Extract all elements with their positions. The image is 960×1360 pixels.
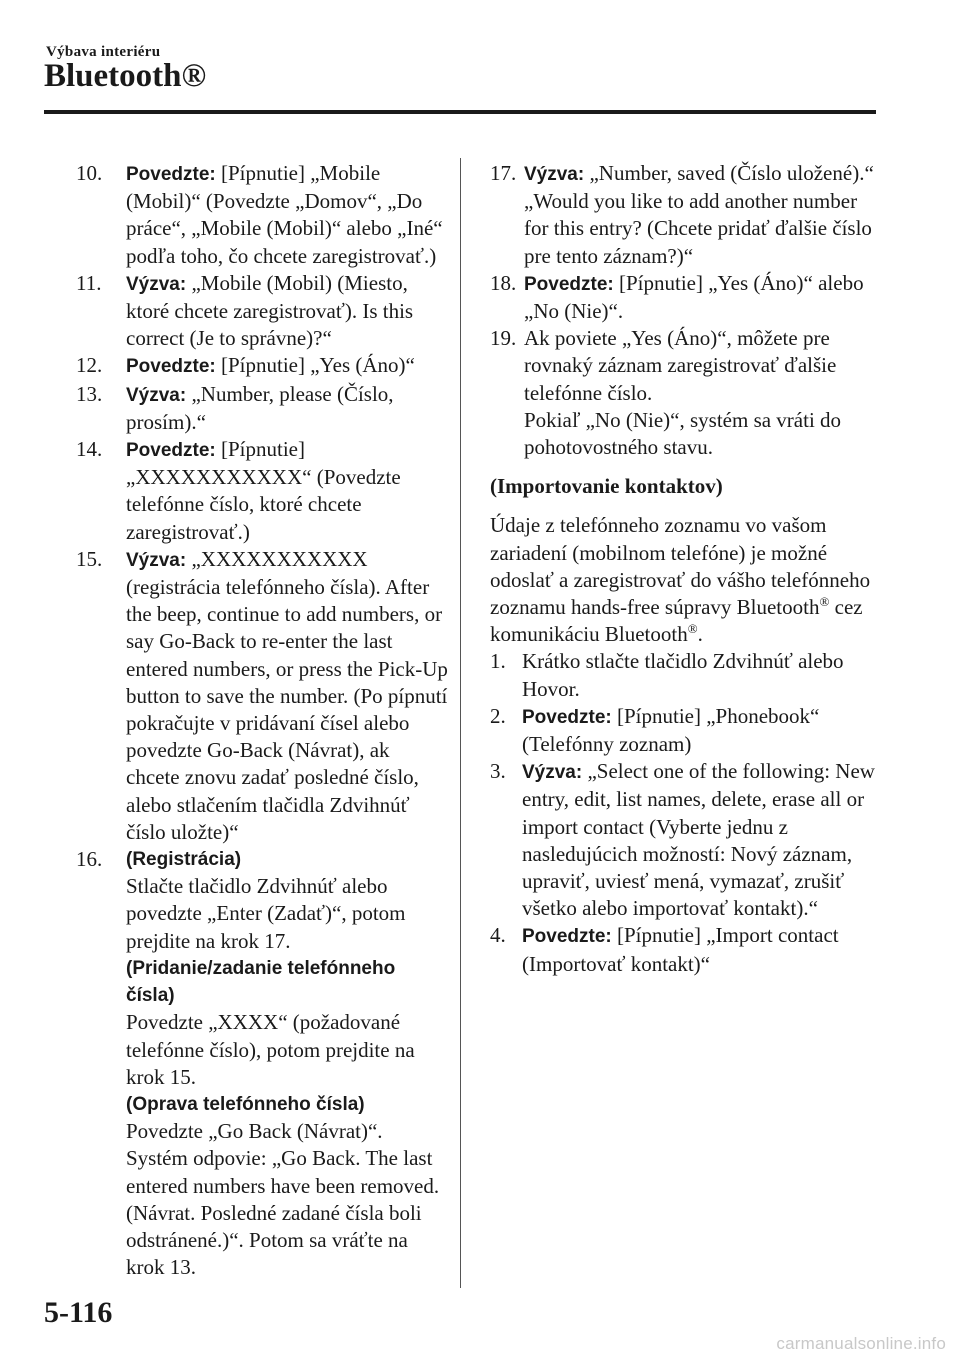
item-body	[524, 270, 886, 325]
item-body	[522, 758, 886, 922]
item-body	[126, 381, 448, 436]
item-number: 14.	[76, 437, 103, 462]
subheading-registration: (Registrácia)	[126, 849, 242, 871]
item-number: 2.	[490, 703, 506, 728]
list-item	[76, 546, 448, 846]
list-item	[490, 703, 886, 758]
item-keyword: Povedzte:	[524, 273, 614, 295]
item-text: [Pípnutie] „Import contact (Importovať kontakt)“	[522, 923, 839, 976]
list-item	[76, 352, 448, 380]
item-number: 19.	[490, 326, 517, 351]
item-text: [Pípnutie] „Yes (Áno)“	[215, 353, 415, 378]
item-text: „Number, please (Číslo, prosím).“	[126, 381, 394, 434]
list-item	[490, 922, 886, 977]
section-label: Výbava interiéru	[46, 44, 161, 60]
item-number: 1.	[490, 649, 506, 674]
item-keyword: Povedzte:	[126, 440, 216, 462]
item-keyword: Výzva:	[524, 164, 585, 185]
item-number: 17.	[490, 161, 517, 185]
item-body	[126, 436, 448, 546]
item-body	[522, 703, 886, 758]
intro-text-b: cez komunikáciu Bluetooth	[490, 595, 863, 647]
item-number: 10.	[76, 161, 103, 185]
item-body	[522, 922, 886, 977]
item-text: Krátko stlačte tlačidlo Zdvihnúť alebo Hovor.	[522, 649, 844, 701]
item-text: Stlačte tlačidlo Zdvihnúť alebo povedzte „Enter (Zadať)“, potom prejdite na krok 17.	[126, 874, 406, 953]
item-keyword: Povedzte:	[522, 706, 612, 728]
item-number: 15.	[76, 546, 103, 571]
item-body	[524, 325, 886, 461]
item-keyword: Výzva:	[126, 384, 187, 406]
list-item	[490, 270, 886, 325]
item-text: Ak poviete „Yes (Áno)“, môžete pre rovnaký záznam zaregistrovať ďalšie telefónne číslo.	[524, 326, 837, 405]
item-body	[126, 160, 448, 270]
item-number: 18.	[490, 270, 517, 295]
import-intro	[490, 512, 886, 648]
item-text: [Pípnutie] „Phonebook“ (Telefónny zoznam)	[522, 703, 820, 757]
item-text: „XXXXXXXXXXX (registrácia telefónneho čísla). After the beep, continue to add numbers, or say Go-Back to re-enter the last entered numbers, or press the Pick-Up button to save the number. (Po pípnutí pokračujte v pridávaní čísel alebo povedzte Go-Back (Návrat), ak chcete znovu zadať posledné číslo, alebo stlačením tlačidla Zdvihnúť číslo uložte)“	[126, 546, 448, 844]
item-text: „Mobile (Mobil) (Miesto, ktoré chcete zaregistrovať). Is this correct (Je to správne)?“	[126, 270, 414, 351]
item-number: 4.	[490, 923, 506, 948]
item-number: 13.	[76, 381, 103, 406]
list-item	[76, 381, 448, 436]
item-keyword: Povedzte:	[522, 926, 612, 948]
list-item	[490, 160, 886, 270]
item-keyword: Povedzte:	[126, 356, 216, 378]
list-item	[490, 325, 886, 461]
page-title: Bluetooth®	[44, 58, 207, 94]
item-keyword: Výzva:	[522, 762, 583, 784]
intro-text-a: Údaje z telefónneho zoznamu vo vašom zariadení (mobilnom telefóne) je možné odoslať a zaregistrovať do vášho telefónneho zoznamu hands-free súpravy Bluetooth	[490, 513, 871, 620]
item-number: 11.	[76, 270, 102, 295]
header-rule	[44, 110, 876, 114]
item-text: [Pípnutie] „Mobile (Mobil)“ (Povedzte „Domov“, „Do práce“, „Mobile (Mobil)“ alebo „Iné“ podľa toho, čo chcete zaregistrovať.)	[126, 161, 443, 268]
item-body	[126, 546, 448, 846]
subheading-correction: (Oprava telefónneho čísla)	[126, 1093, 365, 1115]
section-heading-import: (Importovanie kontaktov)	[490, 474, 723, 499]
list-item	[490, 758, 886, 922]
item-body	[524, 160, 886, 270]
item-keyword: Povedzte:	[126, 164, 216, 185]
right-column	[490, 160, 886, 978]
item-number: 3.	[490, 759, 506, 784]
item-text: Povedzte „XXXX“ (požadované telefónne číslo), potom prejdite na krok 15.	[126, 1010, 415, 1089]
watermark-link[interactable]: carmanualsonline.info	[776, 1334, 946, 1353]
item-number: 16.	[76, 847, 103, 872]
item-text: „Number, saved (Číslo uložené).“ „Would you like to add another number for this entry? (Chcete pridať ďalšie číslo pre tento záznam?)“	[524, 161, 874, 268]
registered-mark: ®	[819, 594, 830, 610]
item-text: „Select one of the following: New entry, edit, list names, delete, erase all or import contact (Vyberte jednu z nasledujúcich možností: Nový záznam, upraviť, uviesť mená, vymazať, zrušiť všetko alebo importovať kontakt).“	[522, 759, 875, 921]
item-text: [Pípnutie] „Yes (Áno)“ alebo „No (Nie)“.	[524, 270, 864, 324]
item-keyword: Výzva:	[126, 273, 187, 295]
item-number: 12.	[76, 353, 103, 378]
item-text: Pokiaľ „No (Nie)“, systém sa vráti do pohotovostného stavu.	[524, 407, 842, 460]
list-item	[76, 436, 448, 546]
item-keyword: Výzva:	[126, 549, 187, 571]
item-text: Povedzte „Go Back (Návrat)“. Systém odpovie: „Go Back. The last entered numbers have been removed. (Návrat. Posledné zadané čísla boli odstránené.)“. Potom sa vráťte na krok 13.	[126, 1119, 440, 1280]
list-item	[76, 160, 448, 270]
item-body	[126, 352, 448, 380]
intro-text-c: .	[697, 622, 703, 647]
item-text: [Pípnutie] „XXXXXXXXXXX“ (Povedzte telefónne číslo, ktoré chcete zaregistrovať.)	[126, 437, 401, 544]
left-column	[76, 160, 448, 1281]
list-item	[76, 846, 448, 1281]
subheading-add-number: (Pridanie/zadanie telefónneho čísla)	[126, 957, 396, 1007]
page-number: 5-116	[44, 1296, 113, 1329]
item-body	[126, 846, 448, 1281]
item-body	[126, 270, 448, 353]
column-divider	[460, 158, 461, 1288]
list-item	[76, 270, 448, 353]
registered-mark: ®	[687, 621, 698, 637]
list-item	[490, 648, 886, 702]
